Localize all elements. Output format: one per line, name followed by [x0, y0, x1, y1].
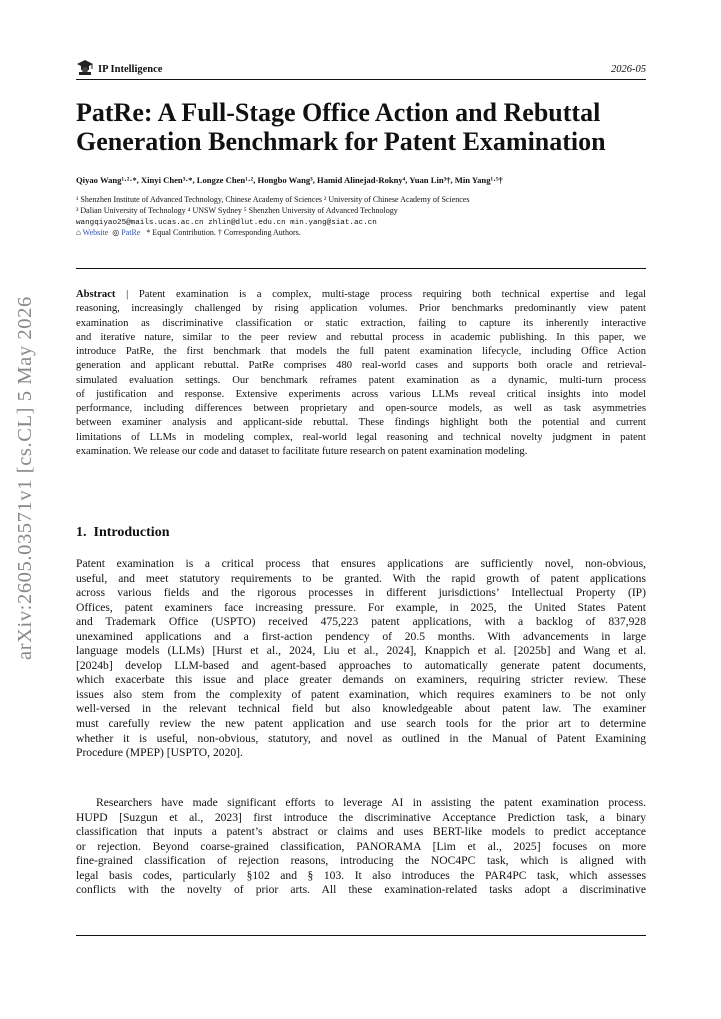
body-line: [2024b] develop LLM-based and agent-based approaches to automatically generate patent documents, [76, 658, 646, 672]
abstract-line: reasoning, increasingly challenged by rising application volumes. Prior benchmarks predominantly view patent [76, 303, 646, 315]
section-heading [76, 525, 169, 541]
body-line: useful, and meet statutory requirements to be granted. With the rapid growth of patent applications [76, 571, 646, 585]
abstract-line: | Patent examination is a complex, multi-stage process requiring both technical expertise and legal [126, 289, 646, 300]
body-line: Offices, patent examiners face increasing pressure. For example, in 2025, the United States Patent [76, 600, 646, 614]
body-line: unexamined applications and a first-action pendency of 20.5 months. With advancements in large [76, 629, 646, 643]
body-line: Researchers have made significant efforts to leverage AI in assisting the patent examination process. [96, 796, 646, 809]
footer-rule [76, 935, 646, 936]
title-line: PatRe: A Full-Stage Office Action and Rebuttal [76, 98, 601, 127]
body-line: must carefully review the new patent application and use search tools for the prior art to determine [76, 717, 646, 731]
body-line: issues also stem from the complexity of patent examination, which requires examiners to be not only [76, 687, 646, 701]
body-line: fine-grained classification of rejection reasons, introducing the NOC4PC task, which is aligned with [76, 854, 646, 868]
body-line: Patent examination is a critical process that ensures applications are sufficiently novel, non-obvious, [76, 557, 646, 570]
body-line: HUPD [Suzgun et al., 2023] first introduce the discriminative Acceptance Prediction task, a binary [76, 810, 646, 824]
email-addresses: wangqiyao25@mails.ucas.ac.cn zhlin@dlut.edu.cn min.yang@siat.ac.cn [76, 219, 377, 227]
scholar-logo-icon [76, 59, 94, 75]
abstract-line: introduce PatRe, the first benchmark that models the full patent examination lifecycle, including Office Action [76, 346, 646, 357]
body-line: classification that inputs a patent’s abstract or claims and uses BERT-like models to predict acceptance [76, 825, 646, 839]
body-line: or rejection. Beyond coarse-grained classification, PANORAMA [Lim et al., 2025] focuses on more [76, 839, 646, 853]
abstract-line: examination. We release our code and dataset to facilitate future research on patent examination modeling. [76, 445, 528, 457]
intro-paragraph-2 [76, 796, 646, 898]
paper-title [76, 98, 656, 156]
body-line: legal basis codes, particularly §102 and § 103. It also introduces the PAR4PC task, which assesses [76, 868, 646, 882]
abstract-line: examination as discriminative classification or static extraction, failing to capture its inherently interactive [76, 317, 646, 329]
body-line: across various fields and the rigorous processes in different jurisdictions’ Intellectual Property (IP) [76, 586, 646, 600]
title-line: Generation Benchmark for Patent Examination [76, 127, 606, 156]
body-line: well-versed in the relevant technical field but also knowledgeable about patent law. The examiner [76, 702, 646, 716]
body-line: whether it is useful, non-obvious, statutory, and novel as outlined in the Manual of Patent Examining [76, 731, 646, 745]
email-line [76, 217, 676, 229]
abstract-line: generation and applicant rebuttal. PatRe comprises 480 real-world cases and supports both oracle and retrieval- [76, 360, 646, 372]
affiliation-text: ³ Dalian University of Technology ⁴ UNSW Sydney ⁵ Shenzhen University of Advanced Technology [76, 206, 398, 215]
page-header [76, 59, 646, 80]
affiliation-text: ¹ Shenzhen Institute of Advanced Technology, Chinese Academy of Sciences ² University of Chinese Academy of Sciences [76, 195, 470, 204]
author-list: Qiyao Wang¹·²·*, Xinyi Chen³·*, Longze Chen¹·², Hongbo Wang³, Hamid Alinejad-Rokny⁴, Yuan Lin³†, Min Yang¹·⁵† [76, 175, 503, 185]
section-title: Introduction [93, 525, 170, 540]
section-number: 1. [76, 525, 87, 540]
abstract-top-rule [76, 268, 646, 269]
abstract-line: simulated evaluation settings. Our benchmark reframes patent examination as a dynamic, multi-turn process [76, 374, 646, 386]
arxiv-sidebar-stamp: arXiv:2605.03571v1 [cs.CL] 5 May 2026 [14, 296, 36, 660]
abstract-line: performance, including differences between proprietary and open-source models, as well as task asymmetries [76, 403, 646, 414]
affiliation-line-2 [76, 206, 676, 217]
body-line: language models (LLMs) [Hurst et al., 2024, Liu et al., 2024], Knappich et al. [2025b] and Wang et al. [76, 644, 646, 658]
abstract-block [76, 288, 646, 459]
abstract-label: Abstract [76, 289, 116, 300]
links-line [76, 228, 676, 239]
body-line: conflicts with the novelty of prior arts. All these examination-related tasks adopt a discriminative [76, 883, 646, 897]
repo-link[interactable]: PatRe [121, 228, 141, 237]
body-line: and Trademark Office (USPTO) received 475,223 patent applications, with a backlog of 837,928 [76, 615, 646, 629]
affiliation-line-1 [76, 195, 676, 206]
intro-paragraph-1 [76, 557, 646, 761]
github-icon: ◎ [112, 228, 120, 237]
abstract-line: limitations of LLMs in modeling complex, real-world legal reasoning and technical novelty judgment in patent [76, 431, 646, 443]
abstract-line: of justification and response. Extensive experiments across various LLMs reveal critical insights into model [76, 388, 646, 400]
home-icon: ⌂ [76, 228, 81, 237]
abstract-line: and iterative nature, similar to the peer review and rebuttal process in academic publishing. In this paper, we [76, 331, 646, 343]
issue-date: 2026-05 [611, 64, 646, 75]
body-line: which exacerbate this issue and place greater demands on examiners, requiring stricter review. These [76, 673, 646, 687]
website-link[interactable]: Website [82, 228, 109, 237]
abstract-line: between examiner analysis and applicant-side rebuttal. These findings highlight both the potential and current [76, 417, 646, 429]
venue-name: IP Intelligence [98, 64, 163, 75]
contribution-notes: * Equal Contribution. † Corresponding Authors. [146, 228, 301, 237]
body-line: Procedure (MPEP) [USPTO, 2020]. [76, 746, 243, 760]
